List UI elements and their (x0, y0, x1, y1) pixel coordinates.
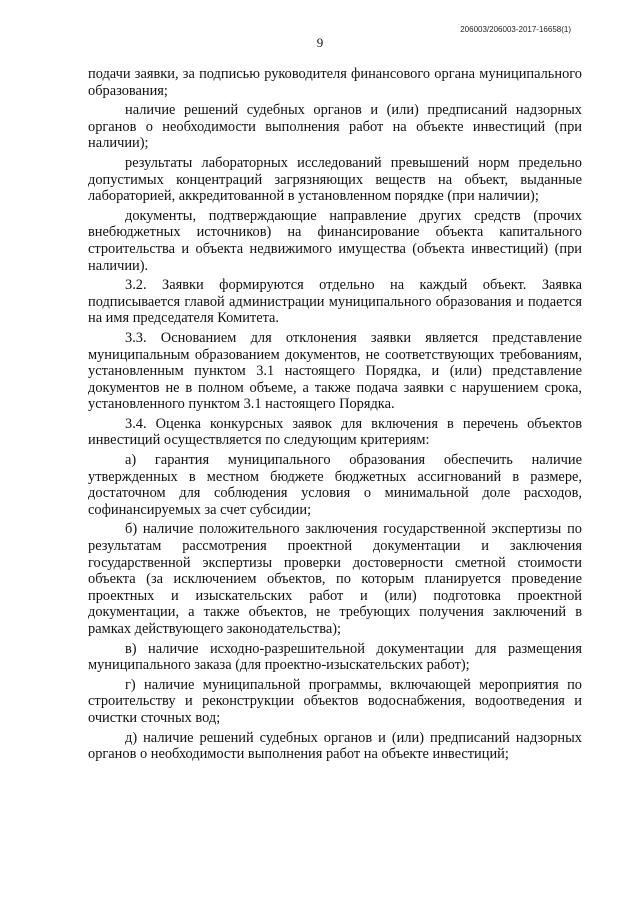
document-body (88, 66, 582, 766)
paragraph: результаты лабораторных исследований превышений норм предельно допустимых концентраций загрязняющих веществ на объект, выданные лабораторией, аккредитованной в установленном порядке (при наличии); (88, 154, 582, 205)
criterion-g: г) наличие муниципальной программы, включающей мероприятия по строительству и реконструкции объектов водоснабжения, водоотведения и очистки сточных вод; (88, 676, 582, 726)
paragraph: подачи заявки, за подписью руководителя финансового органа муниципального образования; (88, 66, 582, 99)
paragraph-3-3: 3.3. Основанием для отклонения заявки является представление муниципальным образованием документов, не соответствующих требованиям, установленным пунктом 3.1 настоящего Порядка, и (или) представление документов не в полном объеме, а также подача заявки с нарушением срока, установленного пунктом 3.1 настоящего Порядка. (88, 329, 582, 413)
paragraph: наличие решений судебных органов и (или) предписаний надзорных органов о необходимости выполнения работ на объекте инвестиций (при наличии); (88, 102, 582, 152)
criterion-d: д) наличие решений судебных органов и (или) предписаний надзорных органов о необходимости выполнения работ на объекте инвестиций; (88, 729, 582, 763)
paragraph: документы, подтверждающие направление других средств (прочих внебюджетных источников) на финансирование объекта капитального строительства и объекта недвижимого имущества (объекта инвестиций) (при наличии). (88, 207, 582, 274)
paragraph-3-4: 3.4. Оценка конкурсных заявок для включения в перечень объектов инвестиций осуществляется по следующим критериям: (88, 415, 582, 449)
criterion-v: в) наличие исходно-разрешительной документации для размещения муниципального заказа (для проектно-изыскательских работ); (88, 640, 582, 674)
document-id: 206003/206003-2017-16658(1) (460, 25, 571, 34)
criterion-b: б) наличие положительного заключения государственной экспертизы по результатам рассмотрения проектной документации и заключения государственной экспертизы проверки достоверности сметной стоимости объекта (за исключением объектов, по которым планируется проведение проектных и изыскательских работ и (или) подготовка проектной документации, а также объектов, не требующих получения заключений в рамках действующего законодательства); (88, 521, 582, 637)
page-number: 9 (316, 35, 324, 50)
paragraph-3-2: 3.2. Заявки формируются отдельно на каждый объект. Заявка подписывается главой администрации муниципального образования и подается на имя председателя Комитета. (88, 277, 582, 327)
criterion-a: а) гарантия муниципального образования обеспечить наличие утвержденных в местном бюджете бюджетных ассигнований в размере, достаточном для соблюдения условия о минимальной доле расходов, софинансируемых за счет субсидии; (88, 452, 582, 518)
